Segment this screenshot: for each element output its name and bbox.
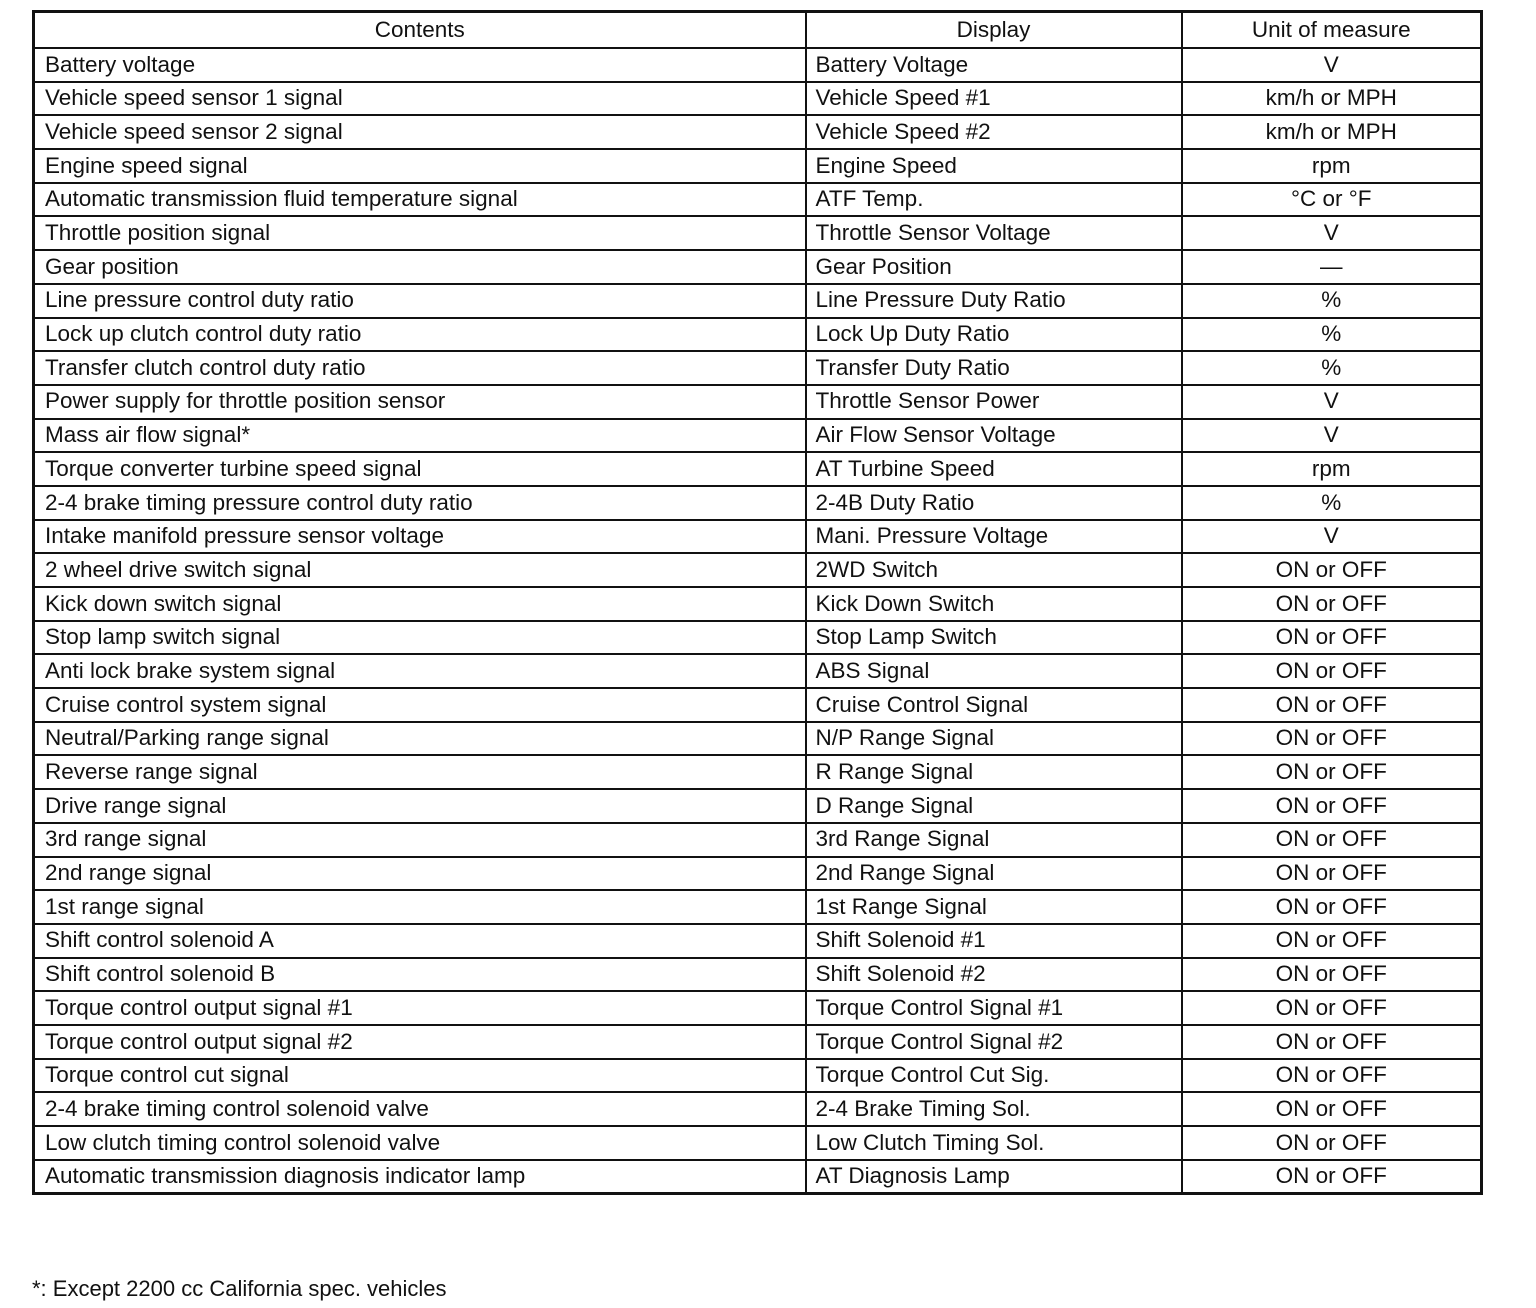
cell-contents: Power supply for throttle position sensor	[34, 385, 806, 419]
cell-display: Gear Position	[806, 250, 1182, 284]
cell-unit: V	[1182, 48, 1482, 82]
cell-unit: ON or OFF	[1182, 924, 1482, 958]
cell-unit: ON or OFF	[1182, 857, 1482, 891]
cell-unit: ON or OFF	[1182, 621, 1482, 655]
table-row	[34, 587, 1482, 621]
cell-unit: %	[1182, 351, 1482, 385]
cell-unit: ON or OFF	[1182, 1025, 1482, 1059]
table-row	[34, 82, 1482, 116]
header-contents: Contents	[34, 12, 806, 49]
cell-unit: V	[1182, 419, 1482, 453]
cell-display: Shift Solenoid #1	[806, 924, 1182, 958]
cell-display: Shift Solenoid #2	[806, 958, 1182, 992]
cell-unit: V	[1182, 216, 1482, 250]
cell-unit: ON or OFF	[1182, 789, 1482, 823]
cell-unit: %	[1182, 284, 1482, 318]
cell-unit: rpm	[1182, 149, 1482, 183]
table-row	[34, 216, 1482, 250]
cell-display: 2WD Switch	[806, 553, 1182, 587]
cell-unit: ON or OFF	[1182, 755, 1482, 789]
cell-contents: Line pressure control duty ratio	[34, 284, 806, 318]
cell-unit: ON or OFF	[1182, 890, 1482, 924]
cell-contents: 2 wheel drive switch signal	[34, 553, 806, 587]
cell-display: Kick Down Switch	[806, 587, 1182, 621]
cell-contents: Transfer clutch control duty ratio	[34, 351, 806, 385]
cell-contents: Cruise control system signal	[34, 688, 806, 722]
cell-unit: %	[1182, 318, 1482, 352]
cell-display: Torque Control Signal #2	[806, 1025, 1182, 1059]
table-row	[34, 520, 1482, 554]
cell-contents: 2nd range signal	[34, 857, 806, 891]
cell-unit: rpm	[1182, 452, 1482, 486]
table-row	[34, 183, 1482, 217]
table-row	[34, 1092, 1482, 1126]
cell-unit: ON or OFF	[1182, 688, 1482, 722]
table-row	[34, 654, 1482, 688]
cell-contents: Stop lamp switch signal	[34, 621, 806, 655]
table-row	[34, 755, 1482, 789]
cell-display: Vehicle Speed #2	[806, 115, 1182, 149]
cell-display: Torque Control Signal #1	[806, 991, 1182, 1025]
table-row	[34, 250, 1482, 284]
cell-display: Vehicle Speed #1	[806, 82, 1182, 116]
cell-contents: Torque control output signal #2	[34, 1025, 806, 1059]
cell-contents: Kick down switch signal	[34, 587, 806, 621]
table-row	[34, 890, 1482, 924]
cell-display: R Range Signal	[806, 755, 1182, 789]
cell-contents: Vehicle speed sensor 1 signal	[34, 82, 806, 116]
cell-contents: Battery voltage	[34, 48, 806, 82]
cell-display: 2nd Range Signal	[806, 857, 1182, 891]
cell-contents: Drive range signal	[34, 789, 806, 823]
table-row	[34, 553, 1482, 587]
data-table-container	[32, 10, 1480, 1195]
table-row	[34, 419, 1482, 453]
cell-display: Engine Speed	[806, 149, 1182, 183]
cell-contents: Shift control solenoid B	[34, 958, 806, 992]
cell-unit: —	[1182, 250, 1482, 284]
cell-display: Stop Lamp Switch	[806, 621, 1182, 655]
table-row	[34, 486, 1482, 520]
table-row	[34, 452, 1482, 486]
cell-unit: ON or OFF	[1182, 1126, 1482, 1160]
cell-display: 3rd Range Signal	[806, 823, 1182, 857]
cell-display: AT Turbine Speed	[806, 452, 1182, 486]
cell-unit: °C or °F	[1182, 183, 1482, 217]
cell-unit: ON or OFF	[1182, 654, 1482, 688]
cell-unit: ON or OFF	[1182, 1160, 1482, 1194]
header-display: Display	[806, 12, 1182, 49]
table-row	[34, 789, 1482, 823]
table-row	[34, 823, 1482, 857]
cell-contents: Low clutch timing control solenoid valve	[34, 1126, 806, 1160]
cell-display: 1st Range Signal	[806, 890, 1182, 924]
cell-contents: Shift control solenoid A	[34, 924, 806, 958]
cell-unit: km/h or MPH	[1182, 82, 1482, 116]
cell-display: Throttle Sensor Power	[806, 385, 1182, 419]
cell-unit: V	[1182, 385, 1482, 419]
table-row	[34, 1059, 1482, 1093]
cell-contents: Neutral/Parking range signal	[34, 722, 806, 756]
cell-contents: 2-4 brake timing pressure control duty ratio	[34, 486, 806, 520]
cell-unit: ON or OFF	[1182, 958, 1482, 992]
cell-contents: Engine speed signal	[34, 149, 806, 183]
table-row	[34, 318, 1482, 352]
cell-unit: ON or OFF	[1182, 991, 1482, 1025]
cell-unit: ON or OFF	[1182, 587, 1482, 621]
cell-unit: V	[1182, 520, 1482, 554]
cell-unit: ON or OFF	[1182, 1059, 1482, 1093]
table-row	[34, 284, 1482, 318]
cell-display: 2-4 Brake Timing Sol.	[806, 1092, 1182, 1126]
cell-display: Transfer Duty Ratio	[806, 351, 1182, 385]
cell-unit: ON or OFF	[1182, 823, 1482, 857]
cell-contents: Torque converter turbine speed signal	[34, 452, 806, 486]
cell-unit: ON or OFF	[1182, 1092, 1482, 1126]
cell-contents: Reverse range signal	[34, 755, 806, 789]
table-row	[34, 351, 1482, 385]
cell-contents: Vehicle speed sensor 2 signal	[34, 115, 806, 149]
cell-contents: 1st range signal	[34, 890, 806, 924]
cell-display: Torque Control Cut Sig.	[806, 1059, 1182, 1093]
cell-display: ATF Temp.	[806, 183, 1182, 217]
cell-contents: 2-4 brake timing control solenoid valve	[34, 1092, 806, 1126]
data-table	[32, 10, 1483, 1195]
table-row	[34, 1025, 1482, 1059]
cell-display: 2-4B Duty Ratio	[806, 486, 1182, 520]
table-body	[34, 48, 1482, 1194]
cell-display: N/P Range Signal	[806, 722, 1182, 756]
cell-display: Battery Voltage	[806, 48, 1182, 82]
cell-display: D Range Signal	[806, 789, 1182, 823]
table-row	[34, 149, 1482, 183]
cell-contents: Mass air flow signal*	[34, 419, 806, 453]
table-row	[34, 958, 1482, 992]
cell-display: Cruise Control Signal	[806, 688, 1182, 722]
footnote: *: Except 2200 cc California spec. vehicles	[32, 1276, 447, 1301]
cell-unit: ON or OFF	[1182, 722, 1482, 756]
cell-contents: Automatic transmission diagnosis indicator lamp	[34, 1160, 806, 1194]
cell-display: Air Flow Sensor Voltage	[806, 419, 1182, 453]
cell-contents: Gear position	[34, 250, 806, 284]
cell-unit: ON or OFF	[1182, 553, 1482, 587]
table-row	[34, 1160, 1482, 1194]
cell-contents: Throttle position signal	[34, 216, 806, 250]
table-row	[34, 857, 1482, 891]
cell-display: Throttle Sensor Voltage	[806, 216, 1182, 250]
cell-unit: km/h or MPH	[1182, 115, 1482, 149]
table-row	[34, 1126, 1482, 1160]
table-row	[34, 991, 1482, 1025]
cell-display: Line Pressure Duty Ratio	[806, 284, 1182, 318]
cell-display: AT Diagnosis Lamp	[806, 1160, 1182, 1194]
table-header-row	[34, 12, 1482, 49]
cell-contents: Torque control cut signal	[34, 1059, 806, 1093]
table-row	[34, 621, 1482, 655]
table-row	[34, 48, 1482, 82]
cell-contents: Lock up clutch control duty ratio	[34, 318, 806, 352]
cell-contents: 3rd range signal	[34, 823, 806, 857]
table-row	[34, 385, 1482, 419]
cell-display: Lock Up Duty Ratio	[806, 318, 1182, 352]
table-row	[34, 924, 1482, 958]
cell-contents: Torque control output signal #1	[34, 991, 806, 1025]
table-row	[34, 722, 1482, 756]
cell-contents: Anti lock brake system signal	[34, 654, 806, 688]
cell-contents: Automatic transmission fluid temperature signal	[34, 183, 806, 217]
cell-unit: %	[1182, 486, 1482, 520]
cell-display: Low Clutch Timing Sol.	[806, 1126, 1182, 1160]
cell-display: Mani. Pressure Voltage	[806, 520, 1182, 554]
table-row	[34, 115, 1482, 149]
header-unit: Unit of measure	[1182, 12, 1482, 49]
table-row	[34, 688, 1482, 722]
cell-display: ABS Signal	[806, 654, 1182, 688]
cell-contents: Intake manifold pressure sensor voltage	[34, 520, 806, 554]
